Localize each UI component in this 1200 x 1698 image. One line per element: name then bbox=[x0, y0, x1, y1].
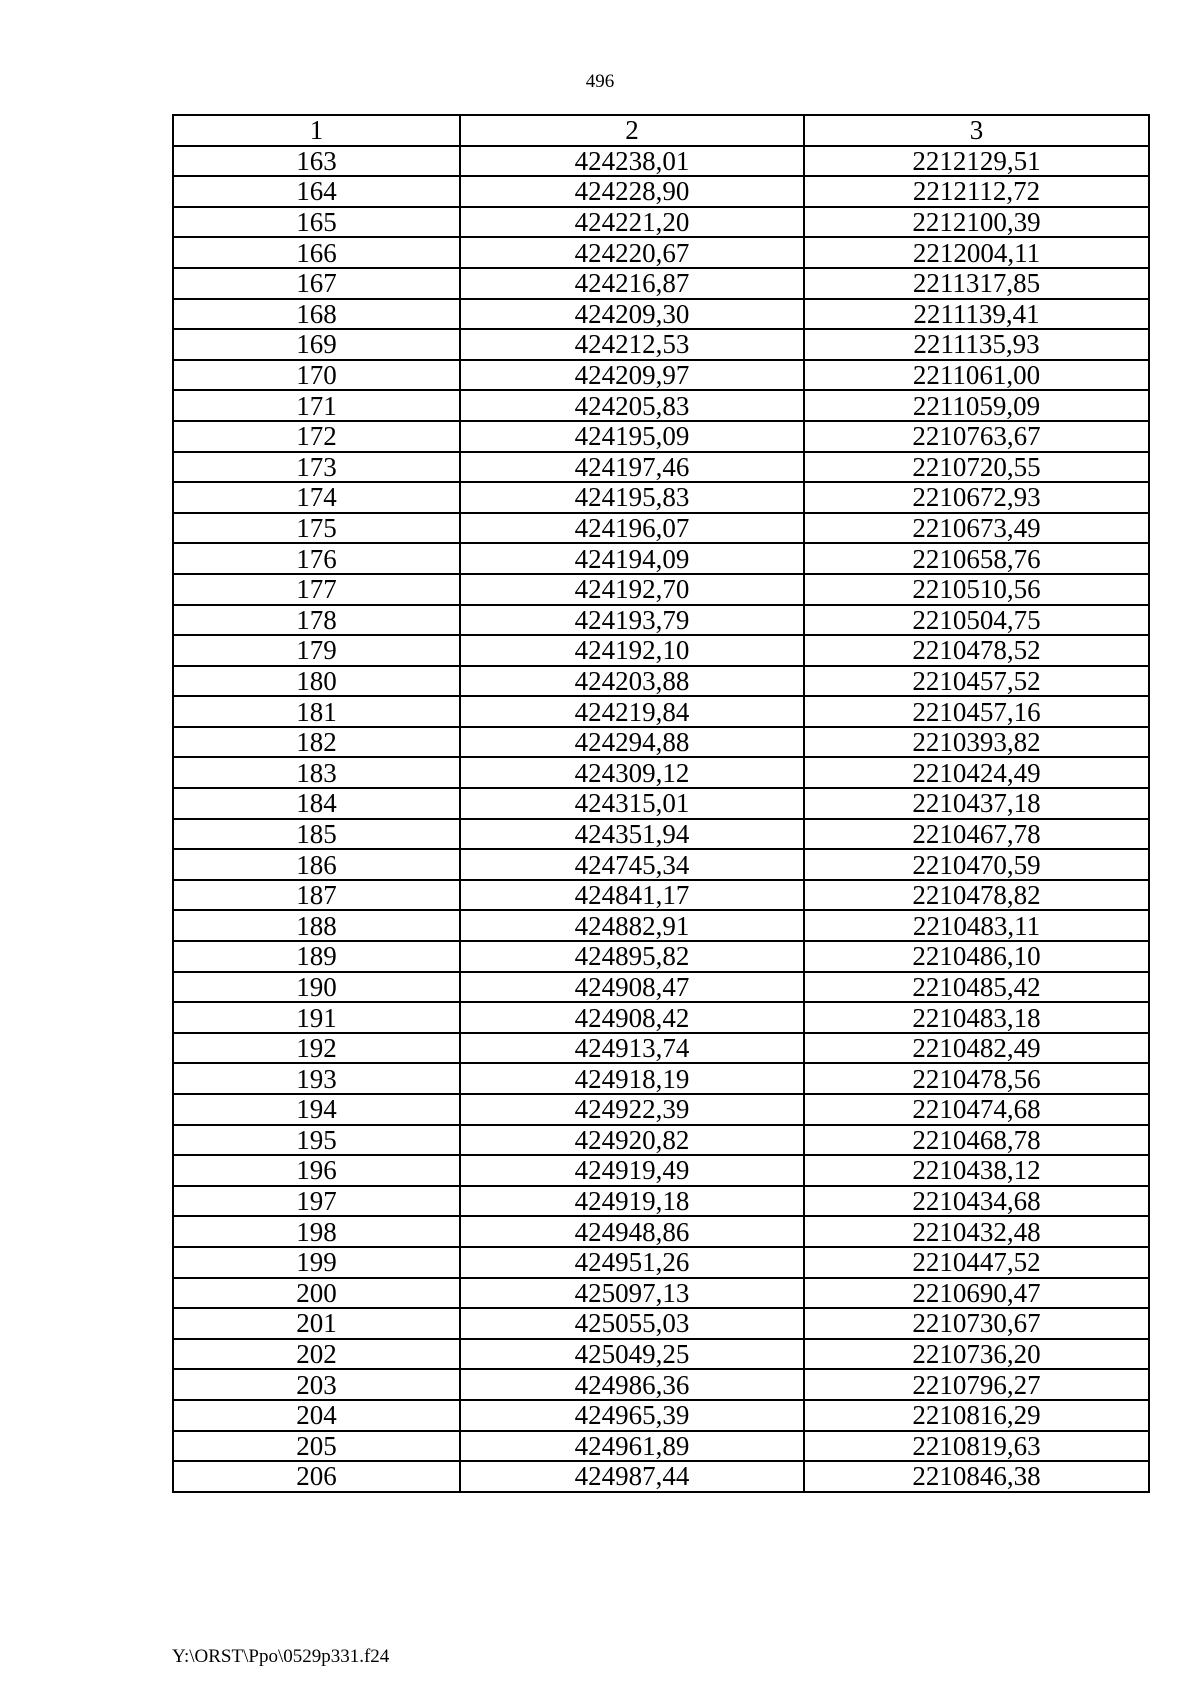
point-number-cell: 182 bbox=[173, 727, 460, 758]
y-coordinate-cell: 2211059,09 bbox=[804, 390, 1149, 421]
y-coordinate-cell: 2210457,52 bbox=[804, 666, 1149, 697]
x-coordinate-cell: 425055,03 bbox=[460, 1308, 804, 1339]
point-number-cell: 205 bbox=[173, 1431, 460, 1462]
point-number-cell: 202 bbox=[173, 1339, 460, 1370]
x-coordinate-cell: 424192,10 bbox=[460, 635, 804, 666]
point-number-cell: 184 bbox=[173, 788, 460, 819]
point-number-cell: 166 bbox=[173, 237, 460, 268]
table-row bbox=[173, 1247, 1149, 1278]
x-coordinate-cell: 424882,91 bbox=[460, 910, 804, 941]
point-number-cell: 204 bbox=[173, 1400, 460, 1431]
point-number-cell: 199 bbox=[173, 1247, 460, 1278]
point-number-cell: 169 bbox=[173, 329, 460, 360]
point-number-cell: 206 bbox=[173, 1461, 460, 1492]
point-number-cell: 174 bbox=[173, 482, 460, 513]
y-coordinate-cell: 2210437,18 bbox=[804, 788, 1149, 819]
point-number-cell: 173 bbox=[173, 452, 460, 483]
x-coordinate-cell: 424203,88 bbox=[460, 666, 804, 697]
y-coordinate-cell: 2210486,10 bbox=[804, 941, 1149, 972]
point-number-cell: 164 bbox=[173, 176, 460, 207]
y-coordinate-cell: 2210393,82 bbox=[804, 727, 1149, 758]
y-coordinate-cell: 2210504,75 bbox=[804, 605, 1149, 636]
y-coordinate-cell: 2210482,49 bbox=[804, 1033, 1149, 1064]
table-row bbox=[173, 1216, 1149, 1247]
table-row bbox=[173, 452, 1149, 483]
x-coordinate-cell: 424309,12 bbox=[460, 757, 804, 788]
table-row bbox=[173, 972, 1149, 1003]
x-coordinate-cell: 424922,39 bbox=[460, 1094, 804, 1125]
table-row bbox=[173, 1308, 1149, 1339]
table-header-row bbox=[173, 115, 1149, 146]
y-coordinate-cell: 2210467,78 bbox=[804, 819, 1149, 850]
y-coordinate-cell: 2212004,11 bbox=[804, 237, 1149, 268]
x-coordinate-cell: 424195,09 bbox=[460, 421, 804, 452]
point-number-cell: 201 bbox=[173, 1308, 460, 1339]
point-number-cell: 178 bbox=[173, 605, 460, 636]
x-coordinate-cell: 424192,70 bbox=[460, 574, 804, 605]
table-row bbox=[173, 574, 1149, 605]
x-coordinate-cell: 424918,19 bbox=[460, 1063, 804, 1094]
point-number-cell: 195 bbox=[173, 1125, 460, 1156]
point-number-cell: 168 bbox=[173, 299, 460, 330]
point-number-cell: 203 bbox=[173, 1369, 460, 1400]
table-row bbox=[173, 1033, 1149, 1064]
point-number-cell: 200 bbox=[173, 1278, 460, 1309]
point-number-cell: 186 bbox=[173, 849, 460, 880]
x-coordinate-cell: 424220,67 bbox=[460, 237, 804, 268]
x-coordinate-cell: 424294,88 bbox=[460, 727, 804, 758]
x-coordinate-cell: 424920,82 bbox=[460, 1125, 804, 1156]
table-row bbox=[173, 360, 1149, 391]
x-coordinate-cell: 424745,34 bbox=[460, 849, 804, 880]
x-coordinate-cell: 424216,87 bbox=[460, 268, 804, 299]
table-row bbox=[173, 849, 1149, 880]
table-row bbox=[173, 1400, 1149, 1431]
x-coordinate-cell: 425049,25 bbox=[460, 1339, 804, 1370]
table-row bbox=[173, 1369, 1149, 1400]
table-row bbox=[173, 1431, 1149, 1462]
table-row bbox=[173, 1339, 1149, 1370]
x-coordinate-cell: 424195,83 bbox=[460, 482, 804, 513]
table-row bbox=[173, 1063, 1149, 1094]
x-coordinate-cell: 424948,86 bbox=[460, 1216, 804, 1247]
x-coordinate-cell: 424986,36 bbox=[460, 1369, 804, 1400]
y-coordinate-cell: 2210763,67 bbox=[804, 421, 1149, 452]
y-coordinate-cell: 2210447,52 bbox=[804, 1247, 1149, 1278]
y-coordinate-cell: 2210485,42 bbox=[804, 972, 1149, 1003]
x-coordinate-cell: 424228,90 bbox=[460, 176, 804, 207]
table-row bbox=[173, 635, 1149, 666]
table-row bbox=[173, 390, 1149, 421]
point-number-cell: 198 bbox=[173, 1216, 460, 1247]
coordinates-table bbox=[172, 114, 1150, 1493]
column-header-2: 2 bbox=[460, 115, 804, 146]
x-coordinate-cell: 424961,89 bbox=[460, 1431, 804, 1462]
table-row bbox=[173, 1094, 1149, 1125]
point-number-cell: 192 bbox=[173, 1033, 460, 1064]
x-coordinate-cell: 424219,84 bbox=[460, 696, 804, 727]
x-coordinate-cell: 424908,47 bbox=[460, 972, 804, 1003]
footer-file-path: Y:\ORST\Ppo\0529p331.f24 bbox=[172, 1646, 390, 1667]
point-number-cell: 179 bbox=[173, 635, 460, 666]
point-number-cell: 188 bbox=[173, 910, 460, 941]
x-coordinate-cell: 424315,01 bbox=[460, 788, 804, 819]
y-coordinate-cell: 2210478,56 bbox=[804, 1063, 1149, 1094]
table-row bbox=[173, 757, 1149, 788]
y-coordinate-cell: 2210483,18 bbox=[804, 1002, 1149, 1033]
table-row bbox=[173, 1155, 1149, 1186]
y-coordinate-cell: 2211317,85 bbox=[804, 268, 1149, 299]
x-coordinate-cell: 424895,82 bbox=[460, 941, 804, 972]
point-number-cell: 183 bbox=[173, 757, 460, 788]
table-row bbox=[173, 421, 1149, 452]
point-number-cell: 193 bbox=[173, 1063, 460, 1094]
point-number-cell: 176 bbox=[173, 543, 460, 574]
table-row bbox=[173, 666, 1149, 697]
page-number: 496 bbox=[585, 71, 615, 92]
table-row bbox=[173, 880, 1149, 911]
point-number-cell: 185 bbox=[173, 819, 460, 850]
point-number-cell: 180 bbox=[173, 666, 460, 697]
point-number-cell: 194 bbox=[173, 1094, 460, 1125]
point-number-cell: 165 bbox=[173, 207, 460, 238]
x-coordinate-cell: 424987,44 bbox=[460, 1461, 804, 1492]
x-coordinate-cell: 424196,07 bbox=[460, 513, 804, 544]
table-row bbox=[173, 1278, 1149, 1309]
table-body bbox=[173, 146, 1149, 1492]
y-coordinate-cell: 2211139,41 bbox=[804, 299, 1149, 330]
table-row bbox=[173, 237, 1149, 268]
table-row bbox=[173, 605, 1149, 636]
x-coordinate-cell: 424209,97 bbox=[460, 360, 804, 391]
x-coordinate-cell: 424221,20 bbox=[460, 207, 804, 238]
table-row bbox=[173, 727, 1149, 758]
point-number-cell: 189 bbox=[173, 941, 460, 972]
y-coordinate-cell: 2210432,48 bbox=[804, 1216, 1149, 1247]
table-row bbox=[173, 482, 1149, 513]
table-row bbox=[173, 1125, 1149, 1156]
table-row bbox=[173, 1461, 1149, 1492]
y-coordinate-cell: 2212100,39 bbox=[804, 207, 1149, 238]
point-number-cell: 197 bbox=[173, 1186, 460, 1217]
table-row bbox=[173, 1186, 1149, 1217]
x-coordinate-cell: 424238,01 bbox=[460, 146, 804, 177]
column-header-3: 3 bbox=[804, 115, 1149, 146]
y-coordinate-cell: 2210457,16 bbox=[804, 696, 1149, 727]
y-coordinate-cell: 2210470,59 bbox=[804, 849, 1149, 880]
x-coordinate-cell: 424193,79 bbox=[460, 605, 804, 636]
point-number-cell: 167 bbox=[173, 268, 460, 299]
y-coordinate-cell: 2210819,63 bbox=[804, 1431, 1149, 1462]
point-number-cell: 196 bbox=[173, 1155, 460, 1186]
table-row bbox=[173, 146, 1149, 177]
y-coordinate-cell: 2210424,49 bbox=[804, 757, 1149, 788]
y-coordinate-cell: 2211061,00 bbox=[804, 360, 1149, 391]
x-coordinate-cell: 425097,13 bbox=[460, 1278, 804, 1309]
y-coordinate-cell: 2210816,29 bbox=[804, 1400, 1149, 1431]
point-number-cell: 181 bbox=[173, 696, 460, 727]
table-row bbox=[173, 1002, 1149, 1033]
x-coordinate-cell: 424919,18 bbox=[460, 1186, 804, 1217]
table-row bbox=[173, 513, 1149, 544]
x-coordinate-cell: 424194,09 bbox=[460, 543, 804, 574]
x-coordinate-cell: 424913,74 bbox=[460, 1033, 804, 1064]
point-number-cell: 171 bbox=[173, 390, 460, 421]
table-row bbox=[173, 543, 1149, 574]
x-coordinate-cell: 424908,42 bbox=[460, 1002, 804, 1033]
point-number-cell: 187 bbox=[173, 880, 460, 911]
y-coordinate-cell: 2210846,38 bbox=[804, 1461, 1149, 1492]
x-coordinate-cell: 424212,53 bbox=[460, 329, 804, 360]
point-number-cell: 172 bbox=[173, 421, 460, 452]
x-coordinate-cell: 424841,17 bbox=[460, 880, 804, 911]
y-coordinate-cell: 2210510,56 bbox=[804, 574, 1149, 605]
point-number-cell: 190 bbox=[173, 972, 460, 1003]
y-coordinate-cell: 2212112,72 bbox=[804, 176, 1149, 207]
x-coordinate-cell: 424965,39 bbox=[460, 1400, 804, 1431]
point-number-cell: 175 bbox=[173, 513, 460, 544]
y-coordinate-cell: 2210673,49 bbox=[804, 513, 1149, 544]
table-row bbox=[173, 268, 1149, 299]
y-coordinate-cell: 2212129,51 bbox=[804, 146, 1149, 177]
x-coordinate-cell: 424205,83 bbox=[460, 390, 804, 421]
x-coordinate-cell: 424919,49 bbox=[460, 1155, 804, 1186]
table-row bbox=[173, 696, 1149, 727]
column-header-1: 1 bbox=[173, 115, 460, 146]
point-number-cell: 191 bbox=[173, 1002, 460, 1033]
point-number-cell: 177 bbox=[173, 574, 460, 605]
y-coordinate-cell: 2210468,78 bbox=[804, 1125, 1149, 1156]
x-coordinate-cell: 424351,94 bbox=[460, 819, 804, 850]
y-coordinate-cell: 2210438,12 bbox=[804, 1155, 1149, 1186]
table-row bbox=[173, 329, 1149, 360]
point-number-cell: 170 bbox=[173, 360, 460, 391]
table-row bbox=[173, 176, 1149, 207]
y-coordinate-cell: 2210736,20 bbox=[804, 1339, 1149, 1370]
y-coordinate-cell: 2210474,68 bbox=[804, 1094, 1149, 1125]
x-coordinate-cell: 424197,46 bbox=[460, 452, 804, 483]
table-row bbox=[173, 910, 1149, 941]
table-row bbox=[173, 819, 1149, 850]
y-coordinate-cell: 2210690,47 bbox=[804, 1278, 1149, 1309]
y-coordinate-cell: 2210730,67 bbox=[804, 1308, 1149, 1339]
y-coordinate-cell: 2210720,55 bbox=[804, 452, 1149, 483]
y-coordinate-cell: 2210478,82 bbox=[804, 880, 1149, 911]
table-row bbox=[173, 299, 1149, 330]
point-number-cell: 163 bbox=[173, 146, 460, 177]
y-coordinate-cell: 2211135,93 bbox=[804, 329, 1149, 360]
table-row bbox=[173, 788, 1149, 819]
table-row bbox=[173, 207, 1149, 238]
y-coordinate-cell: 2210672,93 bbox=[804, 482, 1149, 513]
y-coordinate-cell: 2210658,76 bbox=[804, 543, 1149, 574]
y-coordinate-cell: 2210483,11 bbox=[804, 910, 1149, 941]
y-coordinate-cell: 2210796,27 bbox=[804, 1369, 1149, 1400]
x-coordinate-cell: 424951,26 bbox=[460, 1247, 804, 1278]
table-row bbox=[173, 941, 1149, 972]
x-coordinate-cell: 424209,30 bbox=[460, 299, 804, 330]
y-coordinate-cell: 2210434,68 bbox=[804, 1186, 1149, 1217]
y-coordinate-cell: 2210478,52 bbox=[804, 635, 1149, 666]
